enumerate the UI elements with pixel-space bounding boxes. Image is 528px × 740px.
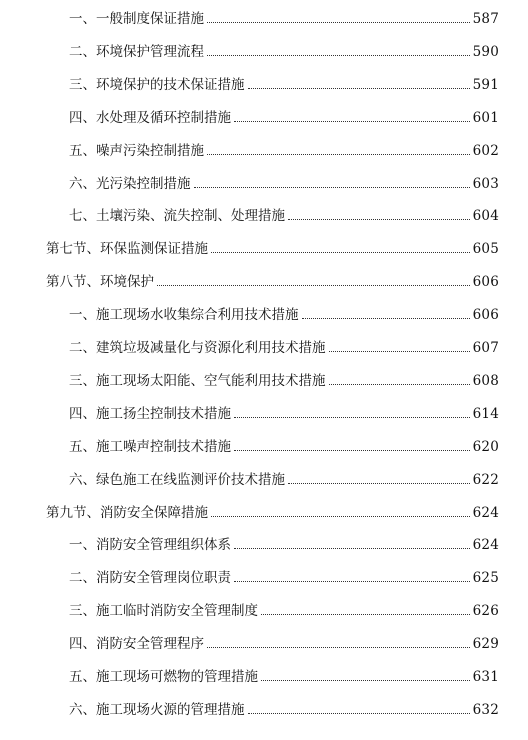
toc-entry-page-number: 603 — [472, 175, 499, 192]
toc-subsection-entry[interactable] — [0, 205, 528, 225]
dot-leader — [207, 22, 470, 23]
toc-section-entry[interactable] — [0, 502, 528, 522]
toc-entry-page-number: 622 — [472, 471, 499, 488]
toc-entry-page-number: 608 — [472, 372, 499, 389]
toc-subsection-entry[interactable] — [0, 699, 528, 719]
toc-section-entry[interactable] — [0, 238, 528, 258]
toc-entry-page-number: 591 — [472, 76, 499, 93]
dot-leader — [234, 121, 470, 122]
toc-entry-page-number: 602 — [472, 142, 499, 159]
toc-entry-title: 一、一般制度保证措施 — [69, 11, 204, 27]
toc-entry-title: 三、施工现场太阳能、空气能利用技术措施 — [69, 372, 326, 389]
toc-entry-page-number: 629 — [472, 636, 499, 653]
toc-subsection-entry[interactable] — [0, 567, 528, 587]
dot-leader — [302, 318, 470, 319]
toc-subsection-entry[interactable] — [0, 403, 528, 423]
dot-leader — [234, 450, 470, 451]
toc-entry-title: 五、施工现场可燃物的管理措施 — [69, 669, 258, 685]
dot-leader — [248, 88, 470, 89]
dot-leader — [207, 55, 470, 56]
toc-entry-title: 第九节、消防安全保障措施 — [46, 504, 208, 521]
dot-leader — [234, 548, 470, 549]
dot-leader — [207, 647, 470, 648]
toc-entry-title: 六、光污染控制措施 — [69, 175, 191, 192]
dot-leader — [211, 516, 470, 517]
toc-entry-page-number: 614 — [472, 405, 499, 422]
dot-leader — [157, 285, 470, 286]
toc-subsection-entry[interactable] — [0, 41, 528, 61]
toc-entry-title: 第七节、环保监测保证措施 — [46, 241, 208, 258]
toc-entry-title: 二、消防安全管理岗位职责 — [69, 570, 231, 587]
dot-leader — [261, 614, 470, 615]
dot-leader — [261, 680, 470, 681]
toc-entry-page-number: 626 — [472, 603, 499, 620]
toc-subsection-entry[interactable] — [0, 534, 528, 554]
dot-leader — [234, 417, 470, 418]
toc-entry-title: 第八节、环境保护 — [46, 274, 154, 291]
toc-subsection-entry[interactable] — [0, 633, 528, 653]
toc-entry-title: 三、环境保护的技术保证措施 — [69, 76, 245, 93]
toc-subsection-entry[interactable] — [0, 173, 528, 193]
toc-entry-title: 一、施工现场水收集综合利用技术措施 — [69, 307, 299, 324]
dot-leader — [329, 384, 470, 385]
toc-entry-page-number: 624 — [472, 504, 499, 521]
toc-subsection-entry[interactable] — [0, 107, 528, 127]
toc-subsection-entry[interactable] — [0, 436, 528, 456]
toc-entry-page-number: 606 — [472, 307, 499, 324]
toc-entry-page-number: 607 — [472, 340, 499, 356]
toc-subsection-entry[interactable] — [0, 469, 528, 489]
toc-entry-page-number: 604 — [472, 208, 499, 225]
toc-entry-page-number: 590 — [472, 43, 499, 60]
toc-subsection-entry[interactable] — [0, 74, 528, 94]
toc-entry-title: 七、土壤污染、流失控制、处理措施 — [69, 208, 285, 225]
toc-subsection-entry[interactable] — [0, 8, 528, 28]
dot-leader — [234, 581, 470, 582]
toc-entry-page-number: 631 — [472, 669, 499, 685]
toc-entry-page-number: 601 — [472, 109, 499, 126]
toc-entry-title: 六、施工现场火源的管理措施 — [69, 701, 245, 718]
toc-entry-title: 二、建筑垃圾减量化与资源化利用技术措施 — [69, 340, 326, 356]
toc-entry-title: 五、施工噪声控制技术措施 — [69, 438, 231, 455]
dot-leader — [211, 252, 470, 253]
dot-leader — [194, 187, 470, 188]
dot-leader — [288, 483, 470, 484]
toc-entry-page-number: 605 — [472, 241, 499, 258]
toc-subsection-entry[interactable] — [0, 370, 528, 390]
toc-entry-page-number: 625 — [472, 570, 499, 587]
toc-entry-page-number: 632 — [472, 701, 499, 718]
toc-entry-page-number: 624 — [472, 537, 499, 554]
toc-entry-title: 二、环境保护管理流程 — [69, 43, 204, 60]
toc-subsection-entry[interactable] — [0, 666, 528, 686]
dot-leader — [248, 713, 470, 714]
toc-entry-title: 五、噪声污染控制措施 — [69, 142, 204, 159]
dot-leader — [207, 154, 470, 155]
toc-subsection-entry[interactable] — [0, 600, 528, 620]
toc-subsection-entry[interactable] — [0, 140, 528, 160]
toc-entry-title: 一、消防安全管理组织体系 — [69, 537, 231, 554]
toc-subsection-entry[interactable] — [0, 337, 528, 357]
toc-entry-page-number: 620 — [472, 438, 499, 455]
toc-entry-page-number: 587 — [472, 11, 499, 27]
dot-leader — [329, 351, 470, 352]
toc-section-entry[interactable] — [0, 271, 528, 291]
toc-entry-title: 四、消防安全管理程序 — [69, 636, 204, 653]
toc-entry-page-number: 606 — [472, 274, 499, 291]
toc-entry-title: 三、施工临时消防安全管理制度 — [69, 603, 258, 620]
toc-subsection-entry[interactable] — [0, 304, 528, 324]
toc-entry-title: 四、水处理及循环控制措施 — [69, 109, 231, 126]
toc-entry-title: 四、施工扬尘控制技术措施 — [69, 405, 231, 422]
dot-leader — [288, 219, 470, 220]
toc-entry-title: 六、绿色施工在线监测评价技术措施 — [69, 471, 285, 488]
